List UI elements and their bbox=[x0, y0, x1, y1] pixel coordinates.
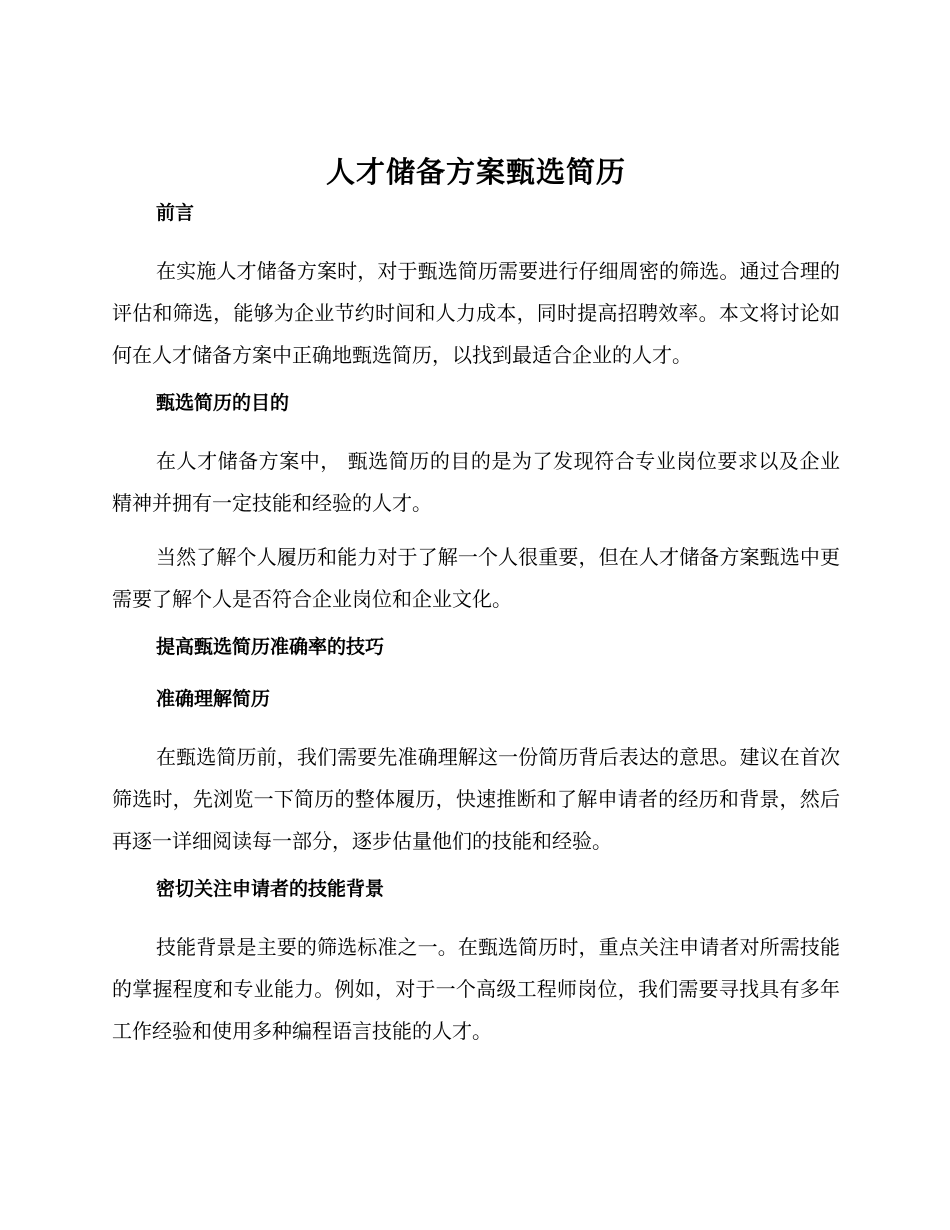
paragraph-preface: 在实施人才储备方案时，对于甄选简历需要进行仔细周密的筛选。通过合理的评估和筛选，能够为企业节约时间和人力成本，同时提高招聘效率。本文将讨论如何在人才储备方案中正确地甄选简历，以找到最适合企业的人才。 bbox=[112, 259, 840, 367]
paragraph-understand: 在甄选简历前，我们需要先准确理解这一份简历背后表达的意思。建议在首次筛选时，先浏览一下简历的整体履历，快速推断和了解申请者的经历和背景，然后再逐一详细阅读每一部分，逐步估量他们的技能和经验。 bbox=[112, 745, 840, 853]
subsection-heading-skills: 密切关注申请者的技能背景 bbox=[156, 878, 385, 900]
section-heading-tips: 提高甄选简历准确率的技巧 bbox=[156, 636, 385, 658]
document-title: 人才储备方案甄选简历 bbox=[325, 155, 626, 189]
section-heading-purpose: 甄选简历的目的 bbox=[156, 392, 290, 414]
section-heading-preface: 前言 bbox=[156, 202, 195, 224]
paragraph-skills: 技能背景是主要的筛选标准之一。在甄选简历时，重点关注申请者对所需技能的掌握程度和专业能力。例如，对于一个高级工程师岗位，我们需要寻找具有多年工作经验和使用多种编程语言技能的人才。 bbox=[112, 935, 840, 1043]
document-body bbox=[112, 150, 840, 1064]
paragraph-purpose-1: 在人才储备方案中， 甄选简历的目的是为了发现符合专业岗位要求以及企业精神并拥有一定技能和经验的人才。 bbox=[112, 449, 840, 515]
subsection-heading-understand: 准确理解简历 bbox=[156, 688, 271, 710]
paragraph-purpose-2: 当然了解个人履历和能力对于了解一个人很重要，但在人才储备方案甄选中更需要了解个人是否符合企业岗位和企业文化。 bbox=[112, 545, 840, 611]
